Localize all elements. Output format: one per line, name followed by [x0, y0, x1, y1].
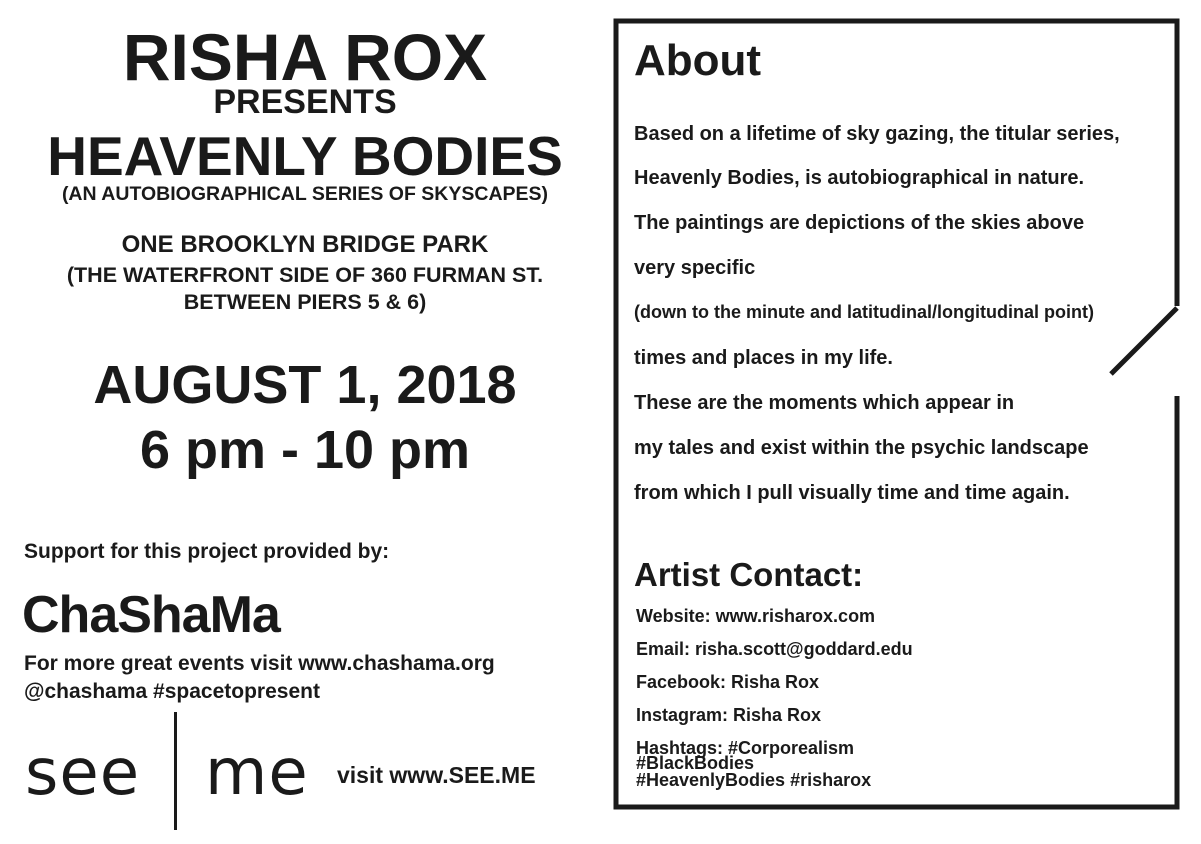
contact-hashtags: Hashtags: #Corporealism	[636, 738, 855, 758]
seeme-logo-see: see	[25, 736, 141, 810]
about-line: times and places in my life.	[634, 347, 893, 369]
about-line: Heavenly Bodies, is autobiographical in nature.	[634, 167, 1085, 189]
about-line: The paintings are depictions of the skies above	[634, 212, 1085, 234]
about-line: from which I pull visually time and time again.	[634, 482, 1070, 504]
presents-label: PRESENTS	[213, 83, 397, 121]
support-text: Support for this project provided by:	[24, 540, 390, 563]
contact-website: Website: www.risharox.com	[636, 606, 876, 626]
about-heading: About	[634, 36, 762, 85]
seeme-logo-me: me	[205, 736, 309, 810]
contact-hashtags: #HeavenlyBodies #risharox	[636, 770, 872, 790]
exhibition-subtitle: (AN AUTOBIOGRAPHICAL SERIES OF SKYSCAPES)	[61, 183, 549, 205]
contact-instagram: Instagram: Risha Rox	[636, 705, 822, 725]
about-line: my tales and exist within the psychic landscape	[634, 437, 1089, 459]
seeme-logo-divider	[174, 712, 177, 830]
contact-facebook: Facebook: Risha Rox	[636, 672, 820, 692]
about-line: (down to the minute and latitudinal/longitudinal point)	[634, 302, 1094, 322]
sponsor-social: @chashama #spacetopresent	[24, 680, 320, 703]
sponsor-logo-text: ChaShaMa	[22, 586, 280, 644]
exhibition-title: HEAVENLY BODIES	[47, 125, 563, 187]
about-line: very specific	[634, 257, 756, 279]
artist-contact-heading: Artist Contact:	[634, 556, 864, 593]
about-line: Based on a lifetime of sky gazing, the titular series,	[634, 123, 1120, 145]
venue-name: ONE BROOKLYN BRIDGE PARK	[121, 231, 489, 258]
event-date: AUGUST 1, 2018	[93, 355, 517, 415]
seeme-visit-link: visit www.SEE.ME	[337, 762, 536, 788]
event-time: 6 pm - 10 pm	[139, 420, 471, 480]
contact-hashtags: #BlackBodies	[636, 753, 755, 773]
artist-name: RISHA ROX	[122, 20, 488, 94]
venue-address-line-2: BETWEEN PIERS 5 & 6)	[183, 290, 427, 314]
contact-email: Email: risha.scott@goddard.edu	[636, 639, 913, 659]
venue-address-line-1: (THE WATERFRONT SIDE OF 360 FURMAN ST.	[66, 263, 544, 287]
about-line: These are the moments which appear in	[634, 392, 1015, 414]
sponsor-more-events: For more great events visit www.chashama.org	[24, 652, 495, 675]
